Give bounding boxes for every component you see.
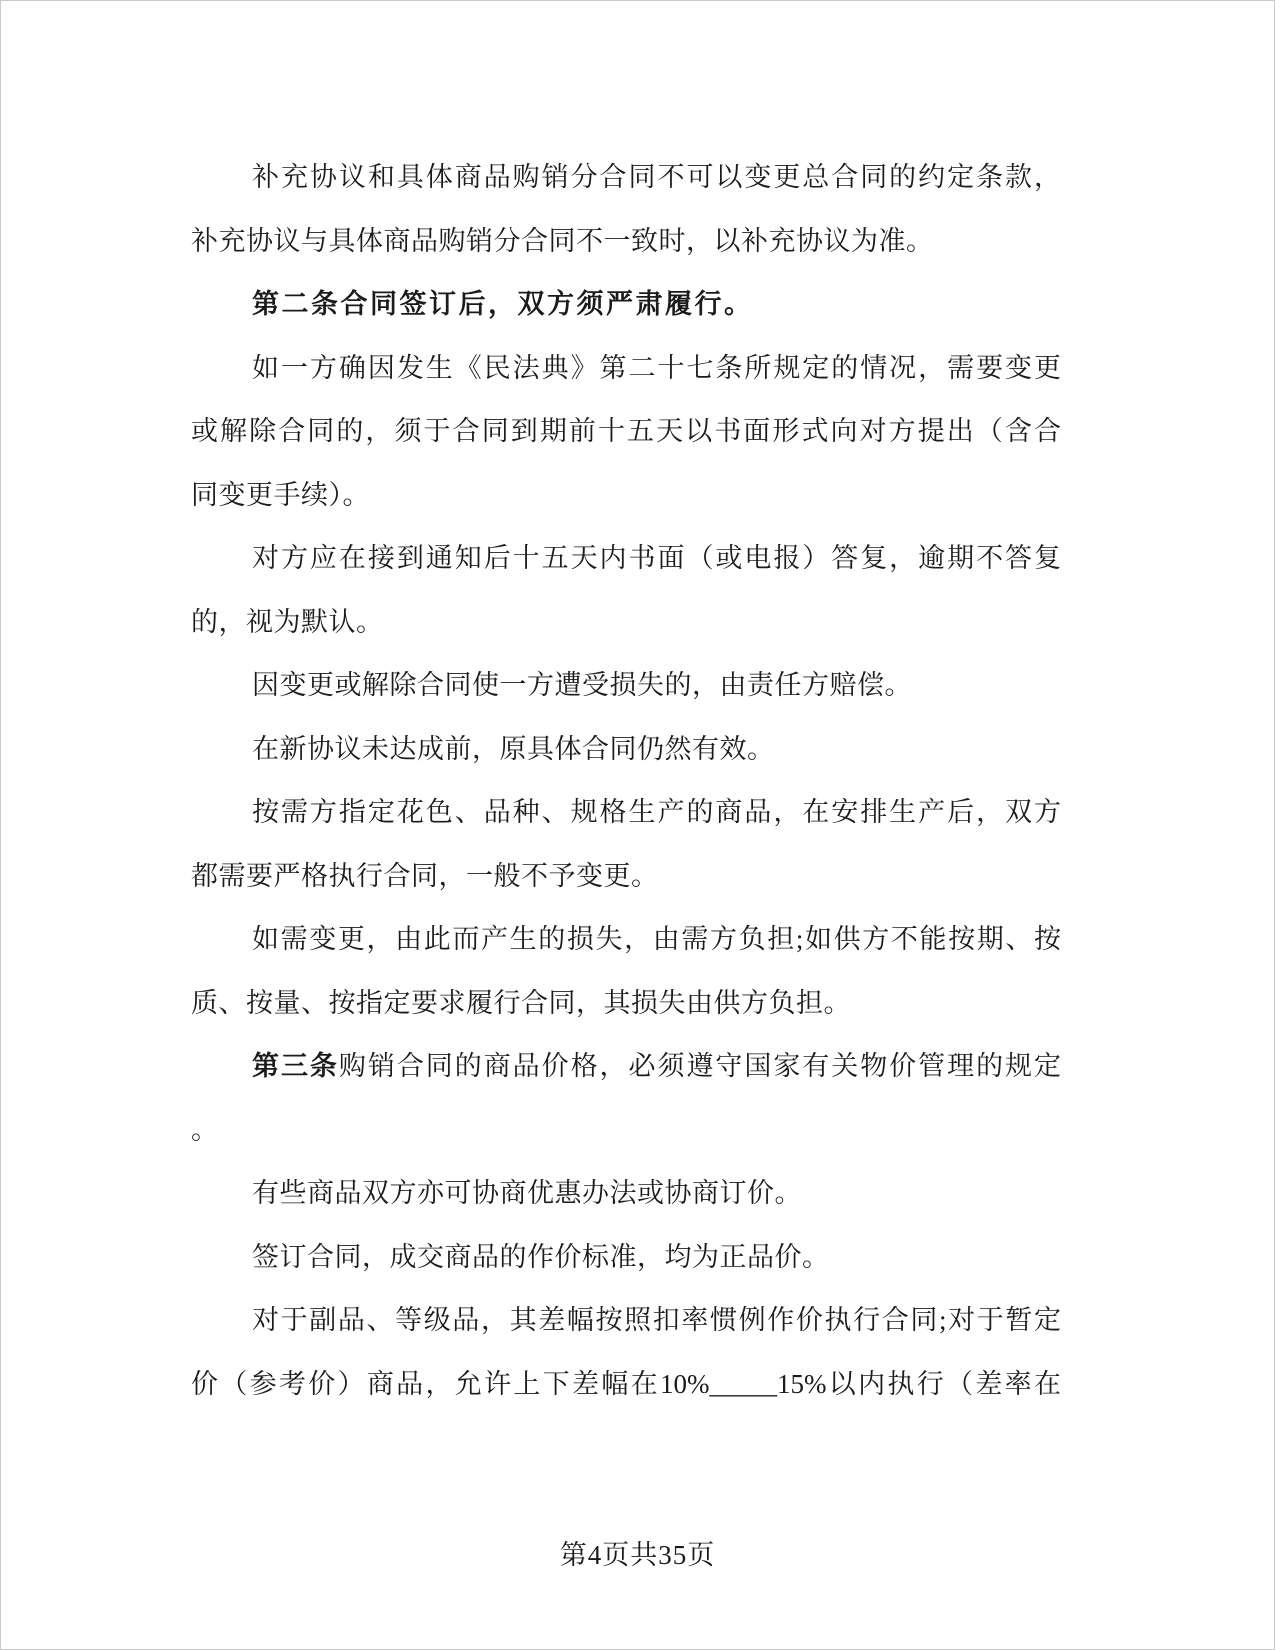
document-line xyxy=(191,210,1061,274)
document-line xyxy=(191,400,1061,464)
document-line xyxy=(191,1162,1061,1226)
text-segment: 购销合同的商品价格，必须遵守国家有关物价管理的规定 xyxy=(338,1051,1062,1081)
text-segment: 签订合同，成交商品的作价标准，均为正品价。 xyxy=(252,1241,830,1272)
document-line xyxy=(191,1226,1061,1290)
text-segment: 对方应在接到通知后十五天内书面（或电报）答复，逾期不答复 xyxy=(252,543,1061,573)
text-segment: 。 xyxy=(191,1114,219,1145)
document-line xyxy=(191,146,1061,210)
text-segment: 如需变更，由此而产生的损失，由需方负担;如供方不能按期、按 xyxy=(252,924,1061,954)
text-segment: 15%以内执行（差率在 xyxy=(777,1368,1061,1399)
document-line xyxy=(191,908,1061,972)
document-line xyxy=(191,1099,1061,1163)
text-segment: 在新协议未达成前，原具体合同仍然有效。 xyxy=(252,733,775,764)
fill-in-blank: _____ xyxy=(709,1368,777,1399)
page-footer xyxy=(1,1533,1274,1572)
text-segment: 因变更或解除合同使一方遭受损失的，由责任方赔偿。 xyxy=(252,670,912,700)
document-line xyxy=(191,718,1061,782)
text-segment: 补充协议与具体商品购销分合同不一致时，以补充协议为准。 xyxy=(191,225,934,256)
page-number: 第4页共35页 xyxy=(559,1540,716,1570)
text-segment: 质、按量、按指定要求履行合同，其损失由供方负担。 xyxy=(191,987,851,1018)
document-line xyxy=(191,1289,1061,1353)
document-line xyxy=(191,337,1061,401)
article-number-label: 第三条 xyxy=(252,1051,339,1081)
text-segment: 补充协议和具体商品购销分合同不可以变更总合同的约定条款， xyxy=(252,162,1061,192)
text-segment: 如一方确因发生《民法典》第二十七条所规定的情况，需要变更 xyxy=(252,352,1061,383)
document-line xyxy=(191,781,1061,845)
text-segment: 价（参考价）商品，允许上下差幅在10% xyxy=(191,1368,710,1399)
text-segment: 同变更手续）。 xyxy=(191,479,370,510)
document-body xyxy=(191,146,1061,1416)
document-line xyxy=(191,654,1061,718)
document-line xyxy=(191,527,1061,591)
document-line xyxy=(191,591,1061,655)
text-segment: 按需方指定花色、品种、规格生产的商品，在安排生产后，双方 xyxy=(252,797,1061,827)
document-line xyxy=(191,972,1061,1036)
document-line xyxy=(191,1353,1061,1417)
document-line xyxy=(191,1035,1061,1099)
text-segment: 有些商品双方亦可协商优惠办法或协商订价。 xyxy=(252,1178,802,1208)
document-line xyxy=(191,464,1061,528)
text-segment: 或解除合同的，须于合同到期前十五天以书面形式向对方提出（含合 xyxy=(191,416,1061,446)
article-heading-line xyxy=(191,273,1061,337)
text-segment: 的，视为默认。 xyxy=(191,606,384,637)
document-line xyxy=(191,845,1061,909)
text-segment: 都需要严格执行合同，一般不予变更。 xyxy=(191,860,659,891)
article-number-label: 第二条合同签订后，双方须严肃履行。 xyxy=(252,289,754,319)
text-segment: 对于副品、等级品，其差幅按照扣率惯例作价执行合同;对于暂定 xyxy=(252,1305,1061,1335)
